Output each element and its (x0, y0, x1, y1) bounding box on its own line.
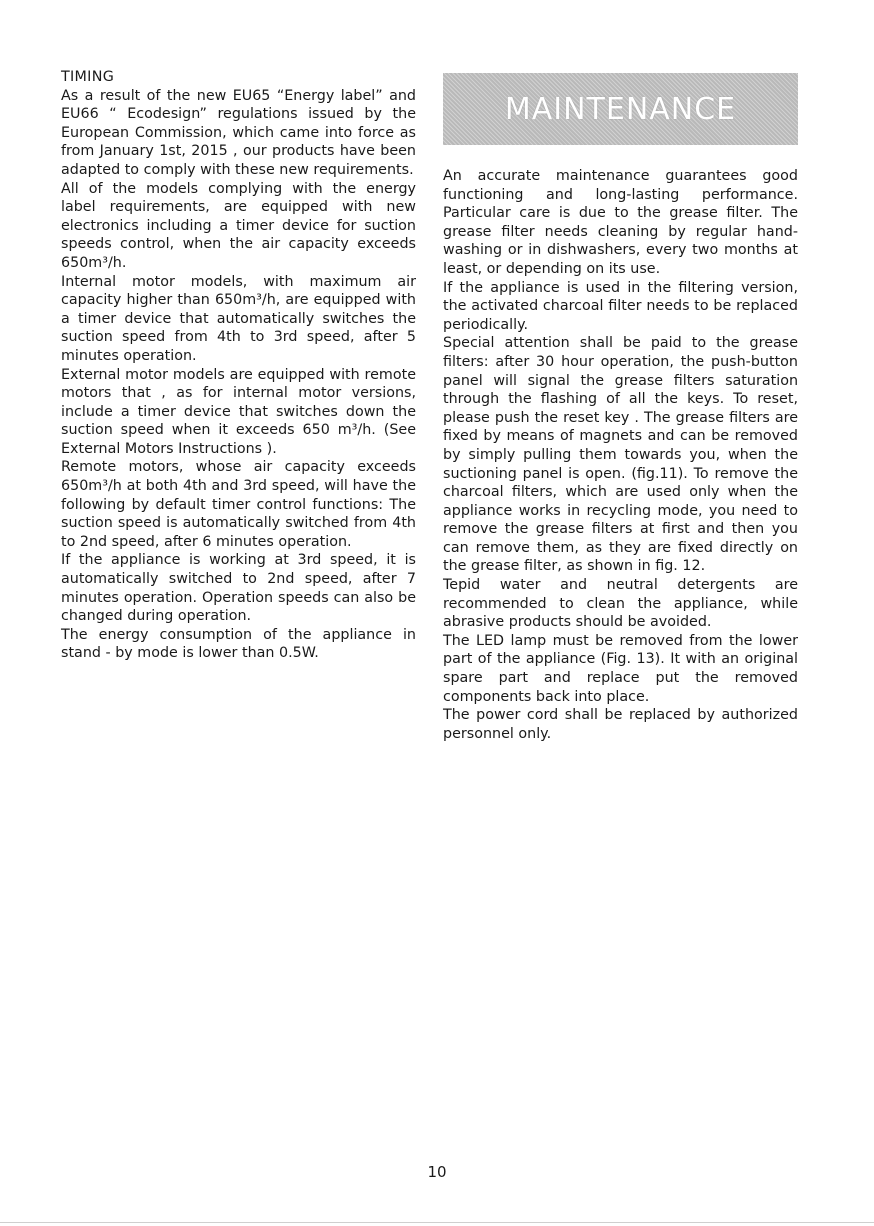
maintenance-title: MAINTENANCE (504, 91, 737, 127)
maintenance-paragraph: An accurate maintenance guarantees good functioning and long-lasting performance. Particular care is due to the grease filter. The grease filter needs cleaning by regular hand-washing or in dishwashers, every two months at least, or depending on its use. (443, 168, 798, 277)
maintenance-paragraph: The LED lamp must be removed from the lower part of the appliance (Fig. 13). It with an original spare part and replace put the removed components back into place. (443, 632, 798, 705)
maintenance-paragraph: Special attention shall be paid to the grease filters: after 30 hour operation, the push-button panel will signal the grease filters saturation through the flashing of all the keys. To reset, please push the reset key . The grease filters are fixed by means of magnets and can be removed by simply pulling them towards you, when the suctioning panel is open. (fig.11). To remove the charcoal filters, which are used only when the appliance works in recycling mode, you need to remove the grease filters at first and then you can remove them, as they are fixed directly on the grease filter, as shown in fig. 12. (443, 335, 798, 575)
timing-paragraph: All of the models complying with the energy label requirements, are equipped with new electronics including a timer device for suction speeds control, when the air capacity exceeds 650m³/h. (61, 180, 416, 271)
timing-paragraph: As a result of the new EU65 “Energy label” and EU66 “ Ecodesign” regulations issued by the European Commission, which came into force as from January 1st, 2015 , our products have been adapted to comply with these new requirements. (61, 87, 416, 178)
timing-heading: TIMING (61, 69, 115, 85)
maintenance-banner (443, 73, 798, 145)
maintenance-paragraph: Tepid water and neutral detergents are recommended to clean the appliance, while abrasive products should be avoided. (443, 577, 798, 631)
maintenance-paragraph: If the appliance is used in the filtering version, the activated charcoal filter needs to be replaced periodically. (443, 279, 798, 333)
page-number: 10 (427, 1163, 447, 1181)
timing-paragraph: Remote motors, whose air capacity exceeds 650m³/h at both 4th and 3rd speed, will have the following by default timer control functions: The suction speed is automatically switched from 4th to 2nd speed, after 6 minutes operation. (61, 459, 416, 550)
timing-paragraph: If the appliance is working at 3rd speed, it is automatically switched to 2nd speed, after 7 minutes operation. Operation speeds can also be changed during operation. (61, 552, 416, 625)
timing-paragraph: The energy consumption of the appliance in stand - by mode is lower than 0.5W. (61, 626, 416, 662)
timing-paragraph: Internal motor models, with maximum air capacity higher than 650m³/h, are equipped with a timer device that automatically switches the suction speed from 4th to 3rd speed, after 5 minutes operation. (61, 273, 416, 364)
maintenance-section (443, 167, 798, 743)
bottom-divider (0, 1222, 874, 1223)
timing-section (61, 68, 416, 663)
timing-paragraph: External motor models are equipped with remote motors that , as for internal motor versions, include a timer device that switches down the suction speed when it exceeds 650 m³/h. (See External Motors Instructions ). (61, 366, 416, 457)
maintenance-paragraph: The power cord shall be replaced by authorized personnel only. (443, 707, 798, 742)
